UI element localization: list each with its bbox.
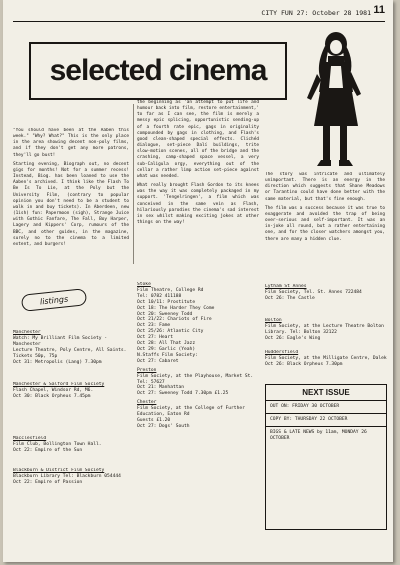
column-rule [133,104,134,264]
section-title: selected cinema [49,54,267,87]
page-number: 11 [373,4,385,16]
venue-name: Manchester [13,330,41,335]
venue-line: Film Club, Bollington Town Hall. [13,441,102,447]
venue-line: Oct 30: Black Orpheus 7.45pm [13,393,91,399]
venue-line: N.Staffs Film Society: [137,352,198,358]
venue-line: Film Society, at the Milligate Centre, Dalek [265,355,387,361]
venue-line: Lecture Theatre, Poly Centre, All Saints. [13,347,127,353]
venue-line: Film Society, at the Lecture Theatre Bolton Library. Tel: Bolton 32122 [265,323,384,335]
paragraph: What really brought Flash Gordon to its knees was the way it was completely packaged in my support. 'Tengelringen', a film which was conceived in the same vein as Flash, hilariously parodies the cinema's sad interest in sex whilst making exciting jokes at other things on the way! [137,183,259,225]
listing-stoke-preston-chester [137,282,265,430]
listing-manchester [13,330,131,365]
venue-line: Blackburn Library Tel: Blackburn 054444 [13,473,121,479]
venue-line: Film Society, at the College of Further Education, Eaton Rd [137,406,245,418]
venue-line: Oct 23: Fame [137,323,171,329]
venue-line: Tickets 50p, 75p [13,353,58,359]
article-column-3 [265,172,385,280]
venue-line: Oct 27: Cabaret [137,358,179,364]
venue-line: Oct 27: Dogs' South [137,423,190,429]
listings-heading [20,288,88,313]
venue-line: Tel: 57627 [137,379,165,385]
venue-line: Flash Chapel, Windsor Rd, M6. [13,387,94,393]
venue-name: Bolton [265,318,282,323]
venue-line: Oct 10/11: Prostitute [137,299,196,305]
venue-line: Oct 29: Garlic (Yeah) [137,346,196,352]
venue-name: Stoke [137,282,151,287]
venue-line: Film Theatre, College Rd [137,287,204,293]
venue-line: Oct 26: Black Orpheus 7.30pm [265,361,343,367]
venue-name: Manchester & Salford Film Society [13,382,105,387]
venue-line: Film Society, Tel. St. Annes 722484 [265,289,362,295]
venue-name: Lytham St Annes [265,284,307,289]
venue-line: Guests £1.20 [137,417,171,423]
next-issue-box [265,384,387,530]
paragraph: Starting evening, Biograph out, no decent gigs for months! Not for a summer recess! Instead, Biog. has been loaned to use the Aaben's archived. I think like the Flash To Be Is To Lie, at the Poly but the University Film, (contrary to popular opinion you don't need to be a student to walk in and buy tickets). In Aberdeen, new (1ish) fun: Papermoon (sigh), Strange Juice with Gothic Fanfare, The Fall, Boy Harper, Lagery and Kippers' Corp, rumours of the BBC, and other guides, in the magazine, surely no to the cinema to a limited extent, and burgers! [13,161,129,247]
listing-blackburn [13,468,131,486]
listing-lytham [265,284,389,302]
article-column-2 [137,100,259,268]
venue-name: Huddersfield [265,350,299,355]
venue-line: Oct 22: Empire of Passion [13,479,83,485]
paragraph: the beginning as 'an attempt to put life and humour back into film, restore entertainment,' to far as I can see, the film is merely a messy epic splicing, opportunistic sending-up of a fourth rate epic, gags in originality compounded by gags in clothing, and Flash's good clean-shaped special effects. Clichéd dialogue, set-piece Dalí buildings, trite slow-motion scenes, all of the bridge and the crashing, camp-shaped space vessel, a very sub-Caligula orgy, everything out of the cellar a rather limp action set-piece against what was needed. [137,100,259,179]
paragraph: "You should have been at the Aaben this week." "Why? What?" This is the only place in the area showing decent non-poly films, and if they don't get any more patrons, they'll go bust! [13,128,129,158]
venue-line: Tel: 0782 411188 [137,293,182,299]
listing-bolton [265,318,389,342]
venue-line: Oct 25/26: Atlantic City [137,329,204,335]
next-issue-row: BIGS & LATE NEWS by 11am, MONDAY 26 OCTOBER [270,430,367,441]
next-issue-row: COPY BY: THURSDAY 22 OCTOBER [266,414,386,427]
venue-line: Film Society, at the Playhouse, Market St. [137,373,254,379]
venue-line: Watch: My Brilliant Film Society - Manchester [13,335,108,347]
venue-line: Oct 22: Empire of the Sun [13,447,83,453]
venue-line: Oct 21: Manhattan [137,385,185,391]
venue-name: Blackburn & District Film Society [13,468,105,473]
section-banner [29,42,287,100]
paragraph: The story was intricate and ultimately unimportant. There is an energy in the direction which suggests that Shane Meadows or Tarantino could have done better with the same material, but that's fine enough. [265,172,385,202]
venue-line: Oct 21/22: Chariots of Fire [137,317,212,323]
venue-line: Oct 18: The Harder They Come [137,305,215,311]
venue-name: Macclesfield [13,436,47,441]
venue-line: Oct 27: Heart [137,335,173,341]
venue-line: Oct 31: Metropolis (Lang) 7.30pm [13,359,102,365]
venue-line: Oct 26: Eagle's Wing [265,335,321,341]
venue-line: Oct 20: Sweeney Todd [137,311,193,317]
article-column-1 [13,128,129,268]
listing-huddersfield [265,350,389,368]
magazine-page [3,0,393,562]
actress-photo [303,30,365,170]
next-issue-row: OUT ON: FRIDAY 30 OCTOBER [266,401,386,414]
venue-line: Oct 26: The Castle [265,295,315,301]
venue-name: Preston [137,367,157,373]
listings-heading-text: listings [39,294,69,307]
page-header [13,6,385,20]
venue-name: Chester [137,400,157,406]
listing-salford [13,382,131,400]
issue-meta: CITY FUN 27: October 28 1981 [261,9,371,17]
paragraph: The film was a success because it was true to exaggerate and avoided the trap of being over-serious and self-important. It was an in-joke all round, but a rather entertaining one, and for the closer watchers amongst you, there are many a hidden clue. [265,205,385,242]
venue-line: Oct 27: Sweeney Todd 7.30pm £1.25 [137,391,229,397]
venue-line: Oct 28: All That Jazz [137,341,196,347]
listing-macclesfield [13,436,131,454]
header-rule [13,21,385,22]
next-issue-title: NEXT ISSUE [266,385,386,401]
